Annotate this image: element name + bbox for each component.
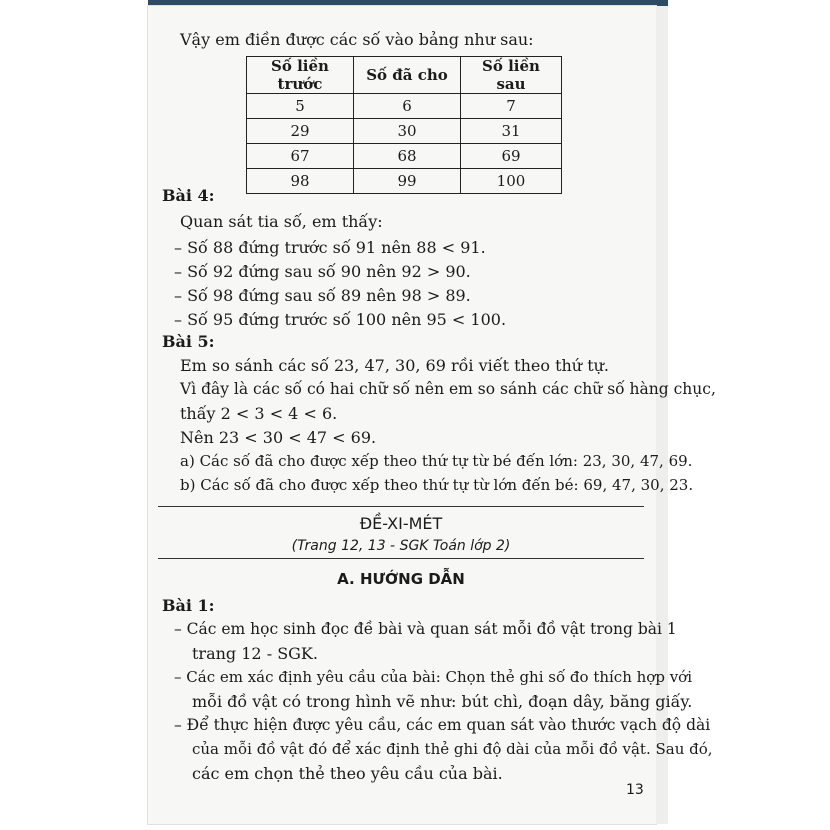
table-cell: 69 <box>461 144 562 169</box>
table-cell: 6 <box>354 94 461 119</box>
bai5-line: thấy 2 < 3 < 4 < 6. <box>180 404 338 423</box>
bai4-item: – Số 92 đứng sau số 90 nên 92 > 90. <box>174 262 471 281</box>
table-cell: 29 <box>247 119 354 144</box>
bai5-line: a) Các số đã cho được xếp theo thứ tự từ bé đến lớn: 23, 30, 47, 69. <box>180 452 693 470</box>
col-header-previous: Số liền trước <box>247 57 354 94</box>
bai4-item: – Số 98 đứng sau số 89 nên 98 > 89. <box>174 286 471 305</box>
table-cell: 31 <box>461 119 562 144</box>
bai4-title: Bài 4: <box>162 186 215 205</box>
table-cell: 100 <box>461 169 562 194</box>
table-row <box>247 94 562 119</box>
divider <box>158 558 644 559</box>
section-heading: A. HƯỚNG DẪN <box>337 570 465 588</box>
bai1-line: – Để thực hiện được yêu cầu, các em quan sát vào thước vạch độ dài <box>174 716 711 734</box>
page-number: 13 <box>626 782 644 798</box>
lesson-subtitle: (Trang 12, 13 - SGK Toán lớp 2) <box>291 538 511 554</box>
table-cell: 7 <box>461 94 562 119</box>
bai1-line: các em chọn thẻ theo yêu cầu của bài. <box>192 764 503 783</box>
table-intro: Vậy em điền được các số vào bảng như sau: <box>180 30 534 49</box>
bai1-line: của mỗi đồ vật đó để xác định thẻ ghi độ dài của mỗi đồ vật. Sau đó, <box>192 740 713 758</box>
bai4-intro: Quan sát tia số, em thấy: <box>180 212 383 231</box>
bai5-line: b) Các số đã cho được xếp theo thứ tự từ lớn đến bé: 69, 47, 30, 23. <box>180 476 694 494</box>
table-cell: 99 <box>354 169 461 194</box>
bai5-title: Bài 5: <box>162 332 215 351</box>
table-header-row <box>247 57 562 94</box>
bai5-line: Vì đây là các số có hai chữ số nên em so sánh các chữ số hàng chục, <box>180 380 716 398</box>
bai4-item: – Số 88 đứng trước số 91 nên 88 < 91. <box>174 238 486 257</box>
table-cell: 5 <box>247 94 354 119</box>
table-cell: 68 <box>354 144 461 169</box>
bai1-line: mỗi đồ vật có trong hình vẽ như: bút chì, đoạn dây, băng giấy. <box>192 692 693 711</box>
divider <box>158 506 644 507</box>
table-row <box>247 144 562 169</box>
table-row <box>247 119 562 144</box>
bai1-title: Bài 1: <box>162 596 215 615</box>
table-row <box>247 169 562 194</box>
bai5-line: Nên 23 < 30 < 47 < 69. <box>180 428 377 447</box>
number-table <box>246 56 562 194</box>
lesson-title: ĐỀ-XI-MÉT <box>359 514 443 533</box>
col-header-given: Số đã cho <box>354 57 461 94</box>
bai1-line: – Các em xác định yêu cầu của bài: Chọn thẻ ghi số đo thích hợp với <box>174 668 693 686</box>
table-cell: 30 <box>354 119 461 144</box>
bai5-line: Em so sánh các số 23, 47, 30, 69 rồi viết theo thứ tự. <box>180 356 610 375</box>
table-cell: 98 <box>247 169 354 194</box>
table-cell: 67 <box>247 144 354 169</box>
bai1-line: trang 12 - SGK. <box>192 644 318 663</box>
bai1-line: – Các em học sinh đọc đề bài và quan sát mỗi đồ vật trong bài 1 <box>174 620 677 638</box>
bai4-item: – Số 95 đứng trước số 100 nên 95 < 100. <box>174 310 507 329</box>
col-header-next: Số liền sau <box>461 57 562 94</box>
